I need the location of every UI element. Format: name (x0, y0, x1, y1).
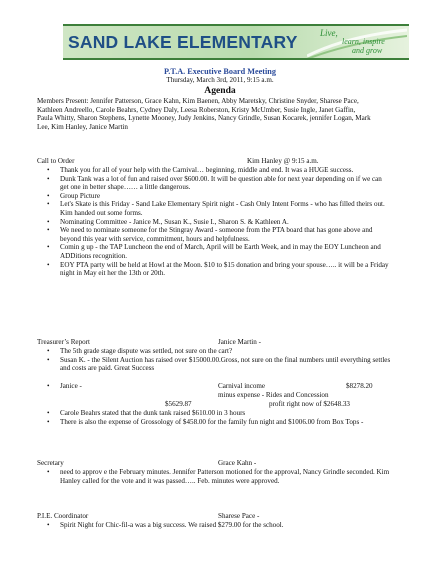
school-banner (63, 24, 409, 60)
pie-coordinator-by: Sharese Pace - (218, 512, 260, 520)
list-item: • Nominating Committee - Janice M., Susan K., Susie I., Sharon S. & Kathleen A. (47, 217, 289, 226)
secretary-list (47, 468, 392, 485)
list-item: • We need to nominate someone for the Stingray Award - someone from the PTA board that has gone above and beyond this year with service, commitment, hours and helpfulness. (47, 226, 373, 243)
list-item: • Dunk Tank was a lot of fun and raised over $600.00. It will be question able for next year depending on if we can get one in better shape…… a little dangerous. (47, 174, 382, 192)
list-item: • Group Picture (47, 191, 100, 200)
school-tagline (318, 26, 408, 60)
members-present: Members Present: Jennifer Patterson, Grace Kahn, Kim Baenen, Abby Maretsky, Christine Snyder, Sharese Pace, Kathleen Andreello, Carole Beahrs, Cydney Daly, Leesa Roberston, Kristy McUmber, Susie Ingle, Janet Gaffin, Paula Whitty, Sharon Stephens, Lynette Mooney, Judy Jenkins, Nancy Grindle, Susan Kocarek, jennifer Logan, Mark Lee, Kim Hanley, Janice Martin (37, 97, 371, 131)
list-item: • Comin g up - the TAP Luncheon the end of March, April will be Earth Week, and in may the EOY Luncheon and ADDitions recognition. (47, 243, 381, 260)
janice-prefix: Janice - (60, 382, 82, 390)
secretary-by: Grace Kahn - (218, 459, 257, 467)
list-item: • Spirit Night for Chic-fil-a was a big success. We raised $279.00 for the school. (47, 521, 284, 529)
carnival-income-amount: $8278.20 (346, 382, 373, 390)
call-to-order-list (47, 166, 392, 278)
bullet-dot: • (47, 382, 50, 390)
tagline-line-2: learn, inspire (342, 37, 385, 46)
list-item: • Susan K. - the Silent Auction has raised over $15000.00.Gross, not sure on the final numbers until everything settles and costs are paid. Great Success (47, 355, 391, 373)
tagline-line-1: Live, (320, 28, 338, 38)
call-to-order-by: Kim Hanley @ 9:15 a.m. (247, 157, 319, 165)
treasurer-list (47, 347, 392, 373)
treasurer-label: Treasurer’s Report (37, 338, 90, 346)
list-item: • Carole Beahrs stated that the dunk tank raised $610.00 in 3 hours (47, 409, 246, 417)
list-item: • The 5th grade stage dispute was settled, not sure on the cart? (47, 347, 233, 355)
list-item: • need to approv e the February minutes. Jennifer Patterson motioned for the approval, Nancy Grindle seconded. Kim Hanley called for the vote and it was passed….. Feb. minutes were approved. (47, 468, 390, 485)
pie-list (47, 521, 392, 530)
pie-coordinator-label: P.I.E. Coordinator (37, 512, 89, 520)
treasurer-list-2 (47, 409, 392, 426)
profit-text: profit right now of $2648.33 (269, 400, 350, 408)
agenda-heading: Agenda (204, 85, 236, 96)
tagline-line-3: and grow (352, 46, 383, 55)
call-to-order-label: Call to Order (37, 157, 75, 165)
meeting-date: Thursday, March 3rd, 2011, 9:15 a.m. (166, 76, 274, 84)
minus-expense-amount: $5629.87 (165, 400, 192, 408)
list-item: • Let's Skate is this Friday - Sand Lake Elementary Spirit night - Cash Only Intent Forms - who has filled theirs out. Kim handed out some forms. (47, 200, 385, 217)
list-item: • EOY PTA party will be held at Howl at the Moon. $10 to $15 donation and bring your spouse….. it will be a Friday night in May eit her the 13th or 20th. (47, 260, 389, 278)
meeting-title: P.T.A. Executive Board Meeting (164, 67, 276, 76)
treasurer-by: Janice Martin - (218, 338, 261, 346)
carnival-income-label: Carnival income (218, 382, 266, 390)
secretary-label: Secretary (37, 459, 64, 467)
list-item: • Thank you for all of your help with the Carnival… beginning, middle and end. It was a HUGE success. (47, 166, 354, 174)
minus-expense-label: minus expense - Rides and Concession (218, 391, 329, 399)
school-name: SAND LAKE ELEMENTARY (68, 32, 298, 52)
list-item: • There is also the expense of Grossology of $458.00 for the family fun night and $1006.00 from Box Tops - (47, 417, 364, 426)
